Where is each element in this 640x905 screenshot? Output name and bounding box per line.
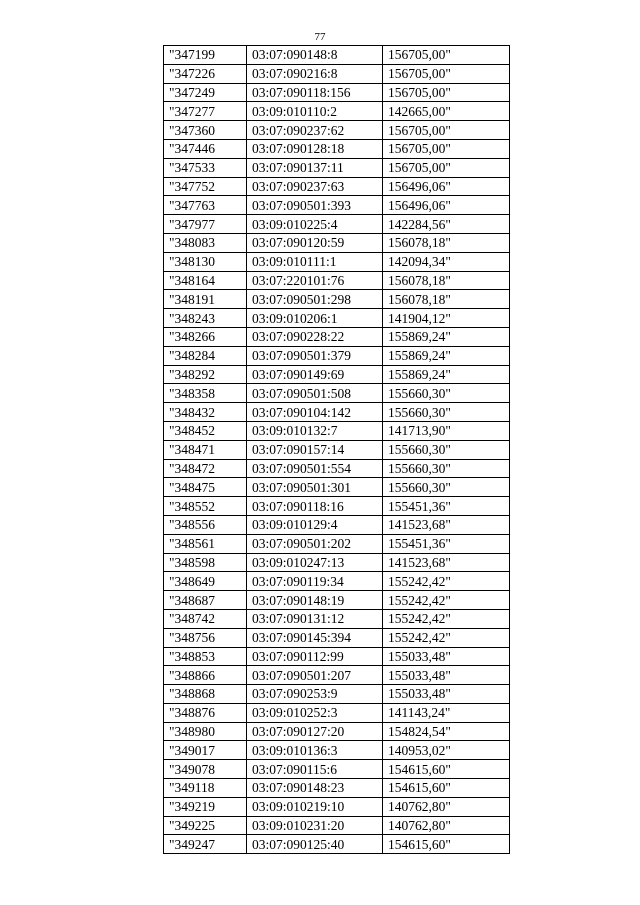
table-row	[164, 290, 510, 309]
cadastral-number-cell: 03:07:090118:156	[247, 83, 383, 102]
table-row	[164, 591, 510, 610]
record-number-cell: "349247	[164, 835, 247, 854]
record-number-cell: "348191	[164, 290, 247, 309]
cadastral-number-cell: 03:07:090148:19	[247, 591, 383, 610]
record-number-cell: "347199	[164, 46, 247, 65]
value-cell: 156705,00"	[383, 158, 510, 177]
value-cell: 142665,00"	[383, 102, 510, 121]
cadastral-number-cell: 03:07:090149:69	[247, 365, 383, 384]
record-number-cell: "347360	[164, 121, 247, 140]
value-cell: 154615,60"	[383, 760, 510, 779]
page-number: 77	[314, 31, 326, 43]
cadastral-number-cell: 03:09:010111:1	[247, 252, 383, 271]
table-row	[164, 271, 510, 290]
cadastral-number-cell: 03:07:090501:379	[247, 346, 383, 365]
record-number-cell: "349118	[164, 779, 247, 798]
table-row	[164, 534, 510, 553]
value-cell: 155451,36"	[383, 497, 510, 516]
cadastral-number-cell: 03:07:090148:23	[247, 779, 383, 798]
value-cell: 140762,80"	[383, 816, 510, 835]
cadastral-number-cell: 03:07:090501:202	[247, 534, 383, 553]
cadastral-number-cell: 03:07:090137:11	[247, 158, 383, 177]
value-cell: 156705,00"	[383, 83, 510, 102]
cadastral-number-cell: 03:09:010129:4	[247, 515, 383, 534]
cadastral-number-cell: 03:07:090501:554	[247, 459, 383, 478]
cadastral-number-cell: 03:07:090119:34	[247, 572, 383, 591]
value-cell: 154615,60"	[383, 835, 510, 854]
cadastral-number-cell: 03:07:090145:394	[247, 628, 383, 647]
cadastral-number-cell: 03:09:010231:20	[247, 816, 383, 835]
cadastral-number-cell: 03:07:090157:14	[247, 440, 383, 459]
record-number-cell: "348284	[164, 346, 247, 365]
value-cell: 141523,68"	[383, 553, 510, 572]
table-row	[164, 703, 510, 722]
cadastral-number-cell: 03:07:090216:8	[247, 64, 383, 83]
value-cell: 155660,30"	[383, 384, 510, 403]
table-row	[164, 327, 510, 346]
value-cell: 155660,30"	[383, 403, 510, 422]
value-cell: 155869,24"	[383, 346, 510, 365]
table-row	[164, 722, 510, 741]
value-cell: 156705,00"	[383, 46, 510, 65]
value-cell: 156496,06"	[383, 196, 510, 215]
table-row	[164, 346, 510, 365]
table-row	[164, 102, 510, 121]
value-cell: 140762,80"	[383, 797, 510, 816]
record-number-cell: "349219	[164, 797, 247, 816]
value-cell: 156078,18"	[383, 271, 510, 290]
record-number-cell: "348472	[164, 459, 247, 478]
value-cell: 141713,90"	[383, 421, 510, 440]
value-cell: 155869,24"	[383, 327, 510, 346]
record-number-cell: "347249	[164, 83, 247, 102]
record-number-cell: "348980	[164, 722, 247, 741]
record-number-cell: "349017	[164, 741, 247, 760]
table-row	[164, 139, 510, 158]
record-number-cell: "348853	[164, 647, 247, 666]
value-cell: 156705,00"	[383, 121, 510, 140]
cadastral-number-cell: 03:07:090501:508	[247, 384, 383, 403]
cadastral-number-cell: 03:07:090501:301	[247, 478, 383, 497]
cadastral-number-cell: 03:07:090237:63	[247, 177, 383, 196]
table-row	[164, 309, 510, 328]
value-cell: 154615,60"	[383, 779, 510, 798]
cadastral-number-cell: 03:09:010132:7	[247, 421, 383, 440]
table-row	[164, 196, 510, 215]
value-cell: 155033,48"	[383, 685, 510, 704]
table-row	[164, 478, 510, 497]
table-row	[164, 421, 510, 440]
cadastral-number-cell: 03:07:090501:207	[247, 666, 383, 685]
value-cell: 156078,18"	[383, 233, 510, 252]
record-number-cell: "348756	[164, 628, 247, 647]
cadastral-number-cell: 03:07:090131:12	[247, 609, 383, 628]
cadastral-number-cell: 03:07:090104:142	[247, 403, 383, 422]
table-row	[164, 666, 510, 685]
value-cell: 155660,30"	[383, 478, 510, 497]
table-row	[164, 497, 510, 516]
table-row	[164, 835, 510, 854]
value-cell: 155451,36"	[383, 534, 510, 553]
value-cell: 141904,12"	[383, 309, 510, 328]
value-cell: 142284,56"	[383, 215, 510, 234]
cadastral-number-cell: 03:07:090148:8	[247, 46, 383, 65]
table-row	[164, 515, 510, 534]
record-number-cell: "348556	[164, 515, 247, 534]
record-number-cell: "349225	[164, 816, 247, 835]
cadastral-number-cell: 03:09:010110:2	[247, 102, 383, 121]
record-number-cell: "348475	[164, 478, 247, 497]
table-body	[164, 46, 510, 854]
record-number-cell: "348598	[164, 553, 247, 572]
table-row	[164, 609, 510, 628]
value-cell: 156705,00"	[383, 64, 510, 83]
table-row	[164, 83, 510, 102]
record-number-cell: "348687	[164, 591, 247, 610]
cadastral-number-cell: 03:09:010225:4	[247, 215, 383, 234]
value-cell: 155242,42"	[383, 591, 510, 610]
table-row	[164, 158, 510, 177]
record-number-cell: "348742	[164, 609, 247, 628]
table-row	[164, 572, 510, 591]
table-row	[164, 403, 510, 422]
table-row	[164, 553, 510, 572]
cadastral-number-cell: 03:09:010136:3	[247, 741, 383, 760]
value-cell: 142094,34"	[383, 252, 510, 271]
table-row	[164, 459, 510, 478]
record-number-cell: "348561	[164, 534, 247, 553]
table-row	[164, 121, 510, 140]
table-row	[164, 440, 510, 459]
cadastral-number-cell: 03:07:090127:20	[247, 722, 383, 741]
record-number-cell: "348358	[164, 384, 247, 403]
record-number-cell: "348432	[164, 403, 247, 422]
cadastral-number-cell: 03:07:090120:59	[247, 233, 383, 252]
cadastral-number-cell: 03:07:090118:16	[247, 497, 383, 516]
value-cell: 155869,24"	[383, 365, 510, 384]
cadastral-number-cell: 03:07:090115:6	[247, 760, 383, 779]
record-number-cell: "347446	[164, 139, 247, 158]
cadastral-number-cell: 03:07:090501:298	[247, 290, 383, 309]
cadastral-number-cell: 03:07:090237:62	[247, 121, 383, 140]
record-number-cell: "347277	[164, 102, 247, 121]
value-cell: 155660,30"	[383, 440, 510, 459]
record-number-cell: "348552	[164, 497, 247, 516]
record-number-cell: "348876	[164, 703, 247, 722]
table-row	[164, 233, 510, 252]
record-number-cell: "347226	[164, 64, 247, 83]
value-cell: 155242,42"	[383, 609, 510, 628]
value-cell: 154824,54"	[383, 722, 510, 741]
record-number-cell: "348130	[164, 252, 247, 271]
cadastral-number-cell: 03:09:010247:13	[247, 553, 383, 572]
table-row	[164, 741, 510, 760]
record-number-cell: "348868	[164, 685, 247, 704]
table-row	[164, 647, 510, 666]
value-cell: 141523,68"	[383, 515, 510, 534]
table-row	[164, 384, 510, 403]
record-number-cell: "348266	[164, 327, 247, 346]
record-number-cell: "348292	[164, 365, 247, 384]
value-cell: 156705,00"	[383, 139, 510, 158]
record-number-cell: "348649	[164, 572, 247, 591]
table-row	[164, 760, 510, 779]
table-row	[164, 816, 510, 835]
table-row	[164, 779, 510, 798]
record-number-cell: "347533	[164, 158, 247, 177]
record-number-cell: "348243	[164, 309, 247, 328]
table-row	[164, 365, 510, 384]
record-number-cell: "348471	[164, 440, 247, 459]
cadastral-number-cell: 03:09:010252:3	[247, 703, 383, 722]
table-row	[164, 685, 510, 704]
table-row	[164, 64, 510, 83]
record-number-cell: "347763	[164, 196, 247, 215]
cadastral-number-cell: 03:07:090125:40	[247, 835, 383, 854]
value-cell: 156078,18"	[383, 290, 510, 309]
data-table	[163, 45, 510, 854]
record-number-cell: "347977	[164, 215, 247, 234]
table-row	[164, 252, 510, 271]
value-cell: 155242,42"	[383, 628, 510, 647]
cadastral-number-cell: 03:07:090128:18	[247, 139, 383, 158]
cadastral-number-cell: 03:07:090253:9	[247, 685, 383, 704]
cadastral-number-cell: 03:07:090228:22	[247, 327, 383, 346]
record-number-cell: "348866	[164, 666, 247, 685]
record-number-cell: "348452	[164, 421, 247, 440]
value-cell: 141143,24"	[383, 703, 510, 722]
value-cell: 155660,30"	[383, 459, 510, 478]
table-row	[164, 46, 510, 65]
value-cell: 155033,48"	[383, 647, 510, 666]
cadastral-number-cell: 03:07:220101:76	[247, 271, 383, 290]
table-row	[164, 797, 510, 816]
record-number-cell: "348083	[164, 233, 247, 252]
value-cell: 140953,02"	[383, 741, 510, 760]
value-cell: 155033,48"	[383, 666, 510, 685]
cadastral-number-cell: 03:07:090112:99	[247, 647, 383, 666]
record-number-cell: "347752	[164, 177, 247, 196]
value-cell: 155242,42"	[383, 572, 510, 591]
record-number-cell: "349078	[164, 760, 247, 779]
record-number-cell: "348164	[164, 271, 247, 290]
value-cell: 156496,06"	[383, 177, 510, 196]
cadastral-number-cell: 03:07:090501:393	[247, 196, 383, 215]
table-row	[164, 628, 510, 647]
cadastral-number-cell: 03:09:010219:10	[247, 797, 383, 816]
table-row	[164, 177, 510, 196]
cadastral-number-cell: 03:09:010206:1	[247, 309, 383, 328]
table-row	[164, 215, 510, 234]
